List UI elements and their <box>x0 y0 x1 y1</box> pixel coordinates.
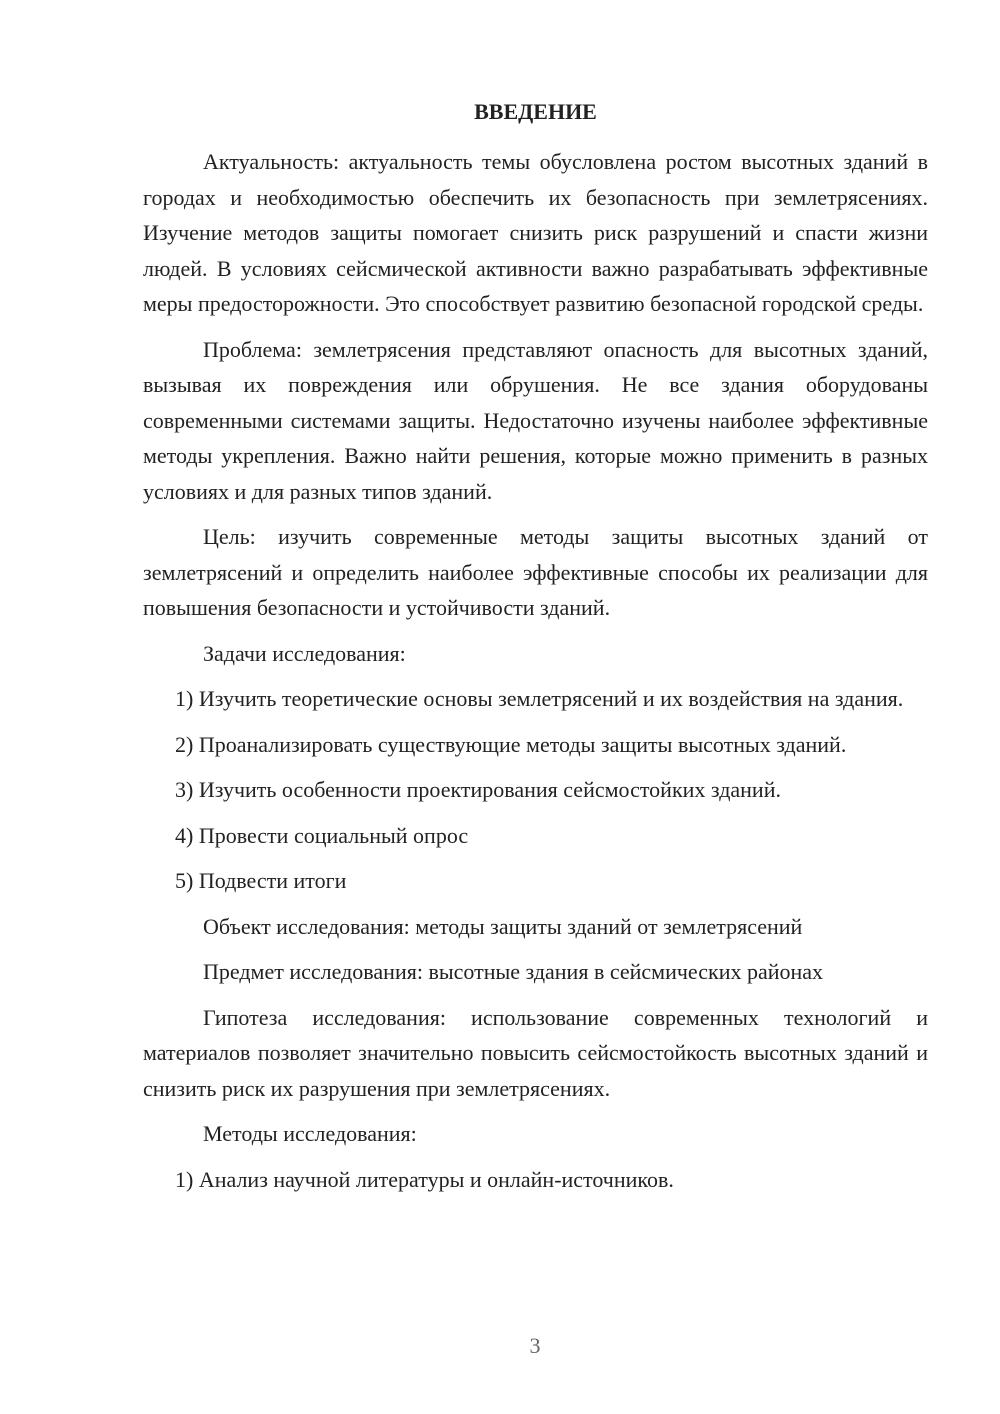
relevance-paragraph: Актуальность: актуальность темы обусловлена ростом высотных зданий в городах и необходимостью обеспечить их безопасность при землетрясениях. Изучение методов защиты помогает снизить риск разрушений и спасти жизни людей. В условиях сейсмической активности важно разрабатывать эффективные меры предосторожности. Это способствует развитию безопасной городской среды. <box>143 149 928 316</box>
methods-heading: Методы исследования: <box>203 1121 417 1146</box>
goal-paragraph: Цель: изучить современные методы защиты высотных зданий от землетрясений и определить наиболее эффективные способы их реализации для повышения безопасности и устойчивости зданий. <box>143 524 928 620</box>
page-number: 3 <box>529 1333 541 1358</box>
tasks-heading: Задачи исследования: <box>203 640 406 666</box>
research-object: Объект исследования: методы защиты зданий от землетрясений <box>203 913 803 939</box>
task-item-5: 5) Подвести итоги <box>175 868 347 893</box>
task-item-3: 3) Изучить особенности проектирования сейсмостойких зданий. <box>175 777 781 802</box>
task-item-4: 4) Провести социальный опрос <box>175 822 469 848</box>
method-item-1: 1) Анализ научной литературы и онлайн-источников. <box>175 1166 674 1192</box>
task-item-1: 1) Изучить теоретические основы землетрясений и их воздействия на здания. <box>175 686 904 711</box>
page-title: ВВЕДЕНИЕ <box>474 99 597 124</box>
task-item-2: 2) Проанализировать существующие методы защиты высотных зданий. <box>175 731 847 757</box>
page-content <box>143 98 928 1207</box>
problem-paragraph: Проблема: землетрясения представляют опасность для высотных зданий, вызывая их повреждения или обрушения. Не все здания оборудованы современными системами защиты. Недостаточно изучены наиболее эффективные методы укрепления. Важно найти решения, которые можно применить в разных условиях и для разных типов зданий. <box>143 336 928 504</box>
hypothesis-paragraph: Гипотеза исследования: использование современных технологий и материалов позволяет значительно повысить сейсмостойкость высотных зданий и снизить риск их разрушения при землетрясениях. <box>143 1004 928 1101</box>
research-subject: Предмет исследования: высотные здания в сейсмических районах <box>203 959 824 984</box>
